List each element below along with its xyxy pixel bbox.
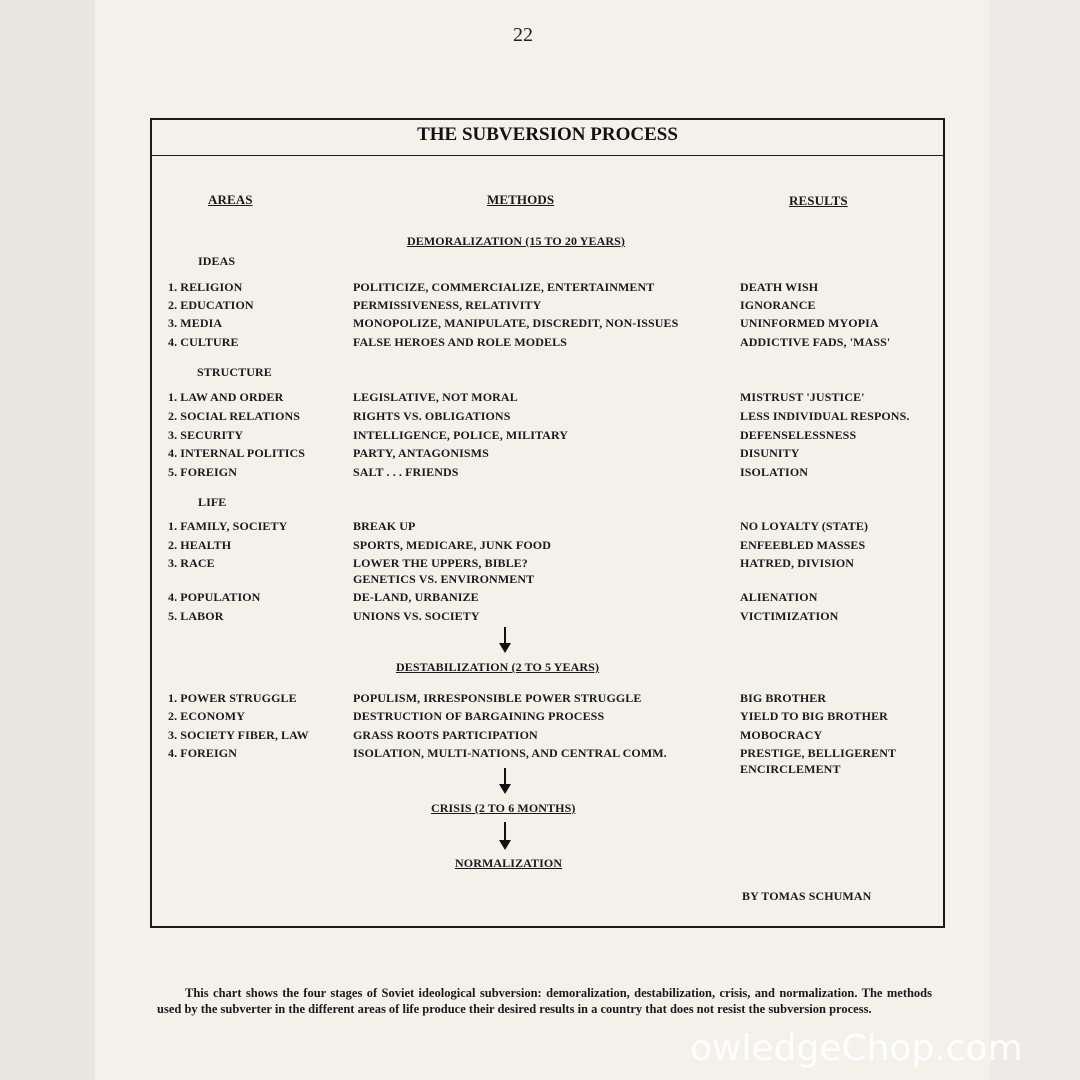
row-result: IGNORANCE [740, 298, 816, 312]
row-method: LEGISLATIVE, NOT MORAL [353, 390, 518, 404]
row-method: RIGHTS VS. OBLIGATIONS [353, 409, 511, 423]
row-method: LOWER THE UPPERS, BIBLE? [353, 556, 528, 570]
row-method: SPORTS, MEDICARE, JUNK FOOD [353, 538, 551, 552]
stage-destabilization: DESTABILIZATION (2 TO 5 YEARS) [396, 660, 600, 674]
title-divider [150, 155, 945, 156]
row-area: 1. POWER STRUGGLE [168, 691, 297, 705]
chart-title: THE SUBVERSION PROCESS [417, 124, 678, 145]
row-method: DESTRUCTION OF BARGAINING PROCESS [353, 709, 605, 723]
caption-text: This chart shows the four stages of Soviet ideological subversion: demoralization, destabilization, crisis, and normalization. The methods used by the subverter in the different areas of life produce their desired results in a country that does not resist the subversion process. [157, 986, 932, 1016]
row-area: 2. EDUCATION [168, 298, 254, 312]
row-method: MONOPOLIZE, MANIPULATE, DISCREDIT, NON-ISSUES [353, 316, 679, 330]
header-results: RESULTS [789, 193, 848, 208]
row-result: ISOLATION [740, 465, 809, 479]
row-result: DISUNITY [740, 446, 800, 460]
row-method: POPULISM, IRRESPONSIBLE POWER STRUGGLE [353, 691, 642, 705]
stage-normalization: NORMALIZATION [455, 856, 563, 870]
row-area: 5. LABOR [168, 609, 224, 623]
row-method: UNIONS VS. SOCIETY [353, 609, 480, 623]
row-area: 3. SOCIETY FIBER, LAW [168, 728, 309, 742]
row-area: 4. FOREIGN [168, 746, 238, 760]
arrow-down-icon [504, 822, 506, 848]
row-method: GENETICS VS. ENVIRONMENT [353, 572, 535, 586]
row-area: 5. FOREIGN [168, 465, 238, 479]
author-credit: BY TOMAS SCHUMAN [742, 889, 872, 903]
row-area: 1. RELIGION [168, 280, 243, 294]
row-result: HATRED, DIVISION [740, 556, 855, 570]
row-result: ENCIRCLEMENT [740, 762, 841, 776]
row-method: GRASS ROOTS PARTICIPATION [353, 728, 538, 742]
header-areas: AREAS [208, 192, 253, 207]
row-method: PERMISSIVENESS, RELATIVITY [353, 298, 542, 312]
row-method: POLITICIZE, COMMERCIALIZE, ENTERTAINMENT [353, 280, 655, 294]
row-result: ADDICTIVE FADS, 'MASS' [740, 335, 891, 349]
stage-demoralization: DEMORALIZATION (15 TO 20 YEARS) [407, 234, 626, 248]
row-area: 2. HEALTH [168, 538, 232, 552]
row-result: LESS INDIVIDUAL RESPONS. [740, 409, 910, 423]
row-result: MISTRUST 'JUSTICE' [740, 390, 865, 404]
figure-caption [157, 986, 932, 1017]
watermark: owledgeChop.com [690, 1028, 1023, 1069]
row-method: DE-LAND, URBANIZE [353, 590, 479, 604]
row-area: 4. CULTURE [168, 335, 239, 349]
group-structure: STRUCTURE [197, 365, 272, 379]
row-result: ENFEEBLED MASSES [740, 538, 866, 552]
row-result: MOBOCRACY [740, 728, 823, 742]
row-result: BIG BROTHER [740, 691, 827, 705]
row-result: VICTIMIZATION [740, 609, 839, 623]
row-result: DEFENSELESSNESS [740, 428, 857, 442]
row-area: 3. RACE [168, 556, 215, 570]
row-method: FALSE HEROES AND ROLE MODELS [353, 335, 567, 349]
row-area: 4. INTERNAL POLITICS [168, 446, 306, 460]
group-life: LIFE [198, 495, 227, 509]
row-result: NO LOYALTY (STATE) [740, 519, 869, 533]
row-result: DEATH WISH [740, 280, 819, 294]
row-area: 1. FAMILY, SOCIETY [168, 519, 288, 533]
group-ideas: IDEAS [198, 254, 236, 268]
arrow-down-icon [504, 627, 506, 651]
row-method: BREAK UP [353, 519, 416, 533]
row-area: 3. MEDIA [168, 316, 223, 330]
row-method: ISOLATION, MULTI-NATIONS, AND CENTRAL COMM. [353, 746, 667, 760]
row-area: 2. SOCIAL RELATIONS [168, 409, 301, 423]
row-result: YIELD TO BIG BROTHER [740, 709, 888, 723]
row-method: INTELLIGENCE, POLICE, MILITARY [353, 428, 569, 442]
background-strip [990, 0, 1080, 1080]
row-result: ALIENATION [740, 590, 818, 604]
row-method: SALT . . . FRIENDS [353, 465, 459, 479]
row-area: 4. POPULATION [168, 590, 261, 604]
row-area: 3. SECURITY [168, 428, 244, 442]
page-number: 22 [513, 24, 533, 46]
row-result: UNINFORMED MYOPIA [740, 316, 879, 330]
row-method: PARTY, ANTAGONISMS [353, 446, 489, 460]
row-area: 1. LAW AND ORDER [168, 390, 284, 404]
row-area: 2. ECONOMY [168, 709, 245, 723]
header-methods: METHODS [487, 192, 555, 207]
arrow-down-icon [504, 768, 506, 792]
stage-crisis: CRISIS (2 TO 6 MONTHS) [431, 801, 576, 815]
row-result: PRESTIGE, BELLIGERENT [740, 746, 897, 760]
